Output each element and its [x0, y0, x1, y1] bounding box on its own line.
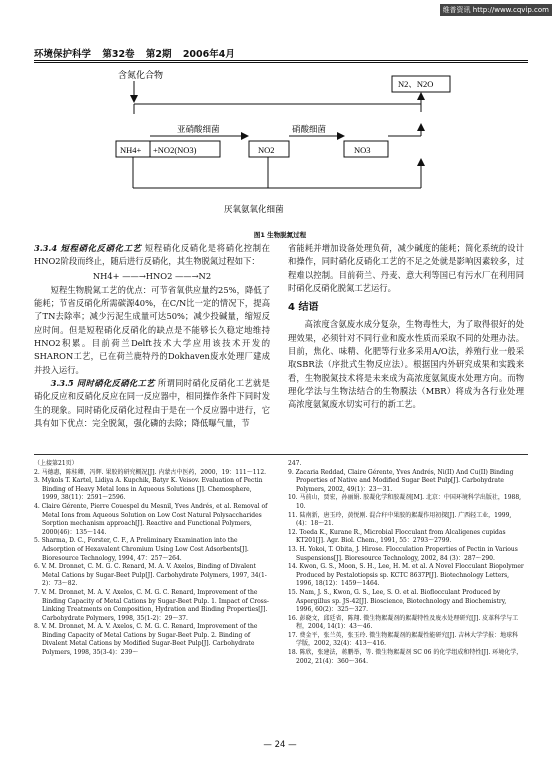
- section-heading-3-3-5: 3.3.5 同时硝化反硝化工艺: [50, 377, 155, 388]
- reference-item: 3. Mykols T. Kartel, Lidiya A. Kupchik, Batyr K. Veisov. Evaluation of Pectin Binding of Heavy Metal Ions in Aqueous Solutions [J]. Chemosphere, 1999, 38(11)：2591～2596.: [34, 477, 263, 502]
- paragraph-conclusion: 高浓度含氨废水成分复杂，生物毒性大，为了取得很好的处理效果，必须针对不同行业和废水性质而采取不同的处理办法。目前，焦化、味精、化肥等行业多采用A/O法，养殖行业一般采取SBR法（序批式生物反应法）。根据国内外研究成果和实践来看，生物脱氮技术将是未来成为高浓度氨氮废水处理方向。而物理化学法与生物法结合的生物膜法（MBR）将成为各行业处理高浓度氨氮废水切实可行的新工艺。: [288, 319, 524, 410]
- header-rule: [34, 60, 528, 61]
- reference-item: 6. V. M. Dronnet, C. M. G. C. Renard, M. A. V. Axelos, Binding of Divalent Metal Cations by Sugar-Beet Pulp[J]. Carbohydrate Polymers, 1997, 34(1-2)：73～82.: [34, 563, 267, 588]
- reference-item: 8. V. M. Dronnet, M. A. V. Axelos, C. M. G. C. Renard, Improvement of the Binding Capacity of Metal Cations by Sugar-Beet Pulp. 2. Binding of Divalent Metal Cations by Modified Sugar-Beet Pulp[J]. Carbohydrate Polymers, 1998, 35(3-4)：239～: [34, 623, 258, 657]
- reference-item: （上接第21页）: [34, 460, 78, 467]
- label-anammox-bacteria: 厌氧氨氧化细菌: [224, 205, 284, 215]
- right-column: [288, 242, 524, 412]
- running-header: [34, 46, 243, 60]
- box-nh4: NH4+: [120, 145, 142, 155]
- box-no3: NO3: [354, 145, 371, 155]
- reference-item: 17. 费金平，张兰英，张玉玲. 微生物絮凝剂的絮凝性能研究[J]. 吉林大学学报：地球科学版，2002, 32(4)：413～416.: [288, 631, 519, 648]
- label-nitrate-bacteria: 硝酸细菌: [292, 125, 327, 135]
- paragraph-text: 所谓同时硝化反硝化工艺就是硝化反应和反硝化反应在同一反应器中，相同操作条件下同时发生的现象。同时硝化反硝化过程由于是在一个反应器中进行，它具有如下优点：完全脱氮，强化磷的去除；降低曝气量，节: [34, 377, 270, 428]
- references-right: [288, 460, 524, 666]
- reference-item: 12. Toeda K., Kurane R., Microbial Flocculant from Alcaligenes cupidas KT201[J]. Agr. Biol. Chem., 1991, 55：2793～2799.: [288, 528, 506, 545]
- paragraph-advantages: 短程生物脱氮工艺的优点：可节省氧供应量约25%，降低了能耗；节省反硝化所需碳源40%，在C/N比一定的情况下，提高了TN去除率；减少污泥生成量可达50%；减少投碱量，缩短反应时间。但是短程硝化反硝化的缺点是不能够长久稳定地维持HNO2积累。目前荷兰Delft技术大学应用该技术开发的SHARON工艺，已在荷兰鹿特丹的Dokhaven废水处理厂建成并投入运行。: [34, 284, 270, 375]
- label-nitrogen-compounds: 含氮化合物: [118, 71, 164, 81]
- journal-date: 2006年4月: [182, 49, 235, 60]
- references-divider: [34, 454, 528, 455]
- left-column: [34, 242, 270, 430]
- reference-item: 2. 马德惠，陈桂卿，冯辉. 果胶的研究概况[J]. 内蒙古中医药，2000，19：111～112.: [34, 468, 267, 476]
- references-left: [34, 460, 270, 658]
- section-heading-3-3-4: 3.3.4 短程硝化反硝化工艺: [34, 243, 142, 253]
- formula: NH4+ ——→HNO2 ——→N2: [92, 270, 212, 281]
- journal-volume: 第32卷: [102, 49, 135, 60]
- reference-item: 13. H. Yokoi, T. Obita, J. Hirose. Flocculation Properties of Pectin in Various Suspensions[J]. Bioresource Technology, 2002, 84 (3)：287～290.: [288, 545, 518, 562]
- nitrogen-removal-diagram: [34, 66, 528, 226]
- reference-item: 11. 陆南新，唐玉玲，黄悦刚. 混合秆中果胶的絮凝作用初探[J]. 广西轻工业，1999, (4)：18～21.: [288, 511, 512, 528]
- reference-item: 10. 马前山，贾宏，孙丽娟. 胶凝化学和胶凝剂[M]. 北京：中国环境科学出版社，1988, 10.: [288, 494, 522, 510]
- journal-issue: 第2期: [145, 49, 172, 60]
- reference-item: 247.: [288, 460, 302, 467]
- section-heading-conclusion: 4 结语: [288, 302, 319, 314]
- box-no2: NO2: [258, 145, 275, 155]
- reference-item: 5. Sharma, D. C., Forster, C. F., A Preliminary Examination into the Adsorption of Hexavalent Chromium Using Low Cost Adsorbents[J]. Bioresource Technology, 1994, 47：257～264.: [34, 537, 249, 562]
- reference-item: 7. V. M. Dronnet, M. A. V. Axelos, C. M. G. C. Renard, Improvement of the Binding Capacity of Metal Cations by Sugar-Beet Pulp. 1. Impact of Cross-Linking Treatments on Composition, Hydration and Binding Properties[J]. Carbohydrate Polymers, 1998, 35(1-2)：29～37.: [34, 588, 269, 622]
- journal-name: 环境保护科学: [34, 49, 92, 60]
- reference-item: 9. Zacaria Reddad, Claire Gérente, Yves Andrés, Ni(II) And Cu(II) Binding Properties of Native and Modified Sugar Beet Pulp[J]. Carbohydrate Polymers, 2002, 49(1)：23～31.: [288, 468, 514, 493]
- box-no2-no3: +NO2(NO3): [153, 145, 197, 155]
- reference-item: 4. Claire Gérente, Pierre Couespel du Mesnil, Yves Andrés, et al. Removal of Metal Ions from Aqueous Solution on Low Cost Natural Polysaccharides Sorption mechanism approach[J]. Reactive and Functional Polymers, 2000(46)：135～144.: [34, 502, 268, 536]
- page-number: — 24 —: [263, 740, 297, 750]
- reference-item: 14. Kwon, G. S., Moon, S. H., Lee, H. M. et al. A Novel Flocculant Biopolymer Produced by Pestalotiopsis sp. KCTC 8637P[J]. Biotechnology Letters, 1996, 18(12)：1459～1464.: [288, 563, 524, 588]
- paragraph-3-3-5: [34, 377, 270, 430]
- reference-item: 15. Nam, J. S., Kwon, G. S., Lee, S. O. et al. Bioflocculant Produced by Aspergillus sp. JS-42[J]. Bioscience, Biotechnology and Biochemistry, 1996, 60(2)：325～327.: [288, 588, 507, 614]
- watermark: 维普资讯 http://www.cqvip.com: [440, 4, 552, 16]
- paragraph-continued: 省能耗并增加设备处理负荷，减少碱度的能耗；简化系统的设计和操作，同时硝化反硝化工艺的不足之处就是影响因素较多，过程难以控制。目前荷兰、丹麦、意大利等国已有污水厂在利用同时硝化反硝化脱氮工艺运行。: [288, 243, 524, 293]
- paragraph-3-3-4: [34, 242, 270, 269]
- figure-caption: 图1 生物脱氮过程: [253, 231, 307, 239]
- box-n2-n2o: N2、N2O: [398, 79, 434, 89]
- label-nitrite-bacteria: 亚硝酸细菌: [177, 125, 220, 135]
- reference-item: 18. 陈欣，张建法，蒋鹏举，等. 微生物絮凝剂 SC 06 的化学组成和特性[J]. 环境化学，2002, 21(4)：360～364.: [288, 649, 523, 665]
- header-rule-thin: [34, 62, 528, 63]
- paragraph-text: 短程硝化反硝化是将硝化控制在HNO2阶段而终止，随后进行反硝化，其生物脱氮过程如下：: [34, 243, 270, 267]
- reference-item: 16. 彭晓文，邱廷省，陈翔. 微生物絮凝剂的絮凝特性及废水处理研究[J]. 皮革科学与工程，2004, 14(1)：43～46.: [288, 614, 519, 631]
